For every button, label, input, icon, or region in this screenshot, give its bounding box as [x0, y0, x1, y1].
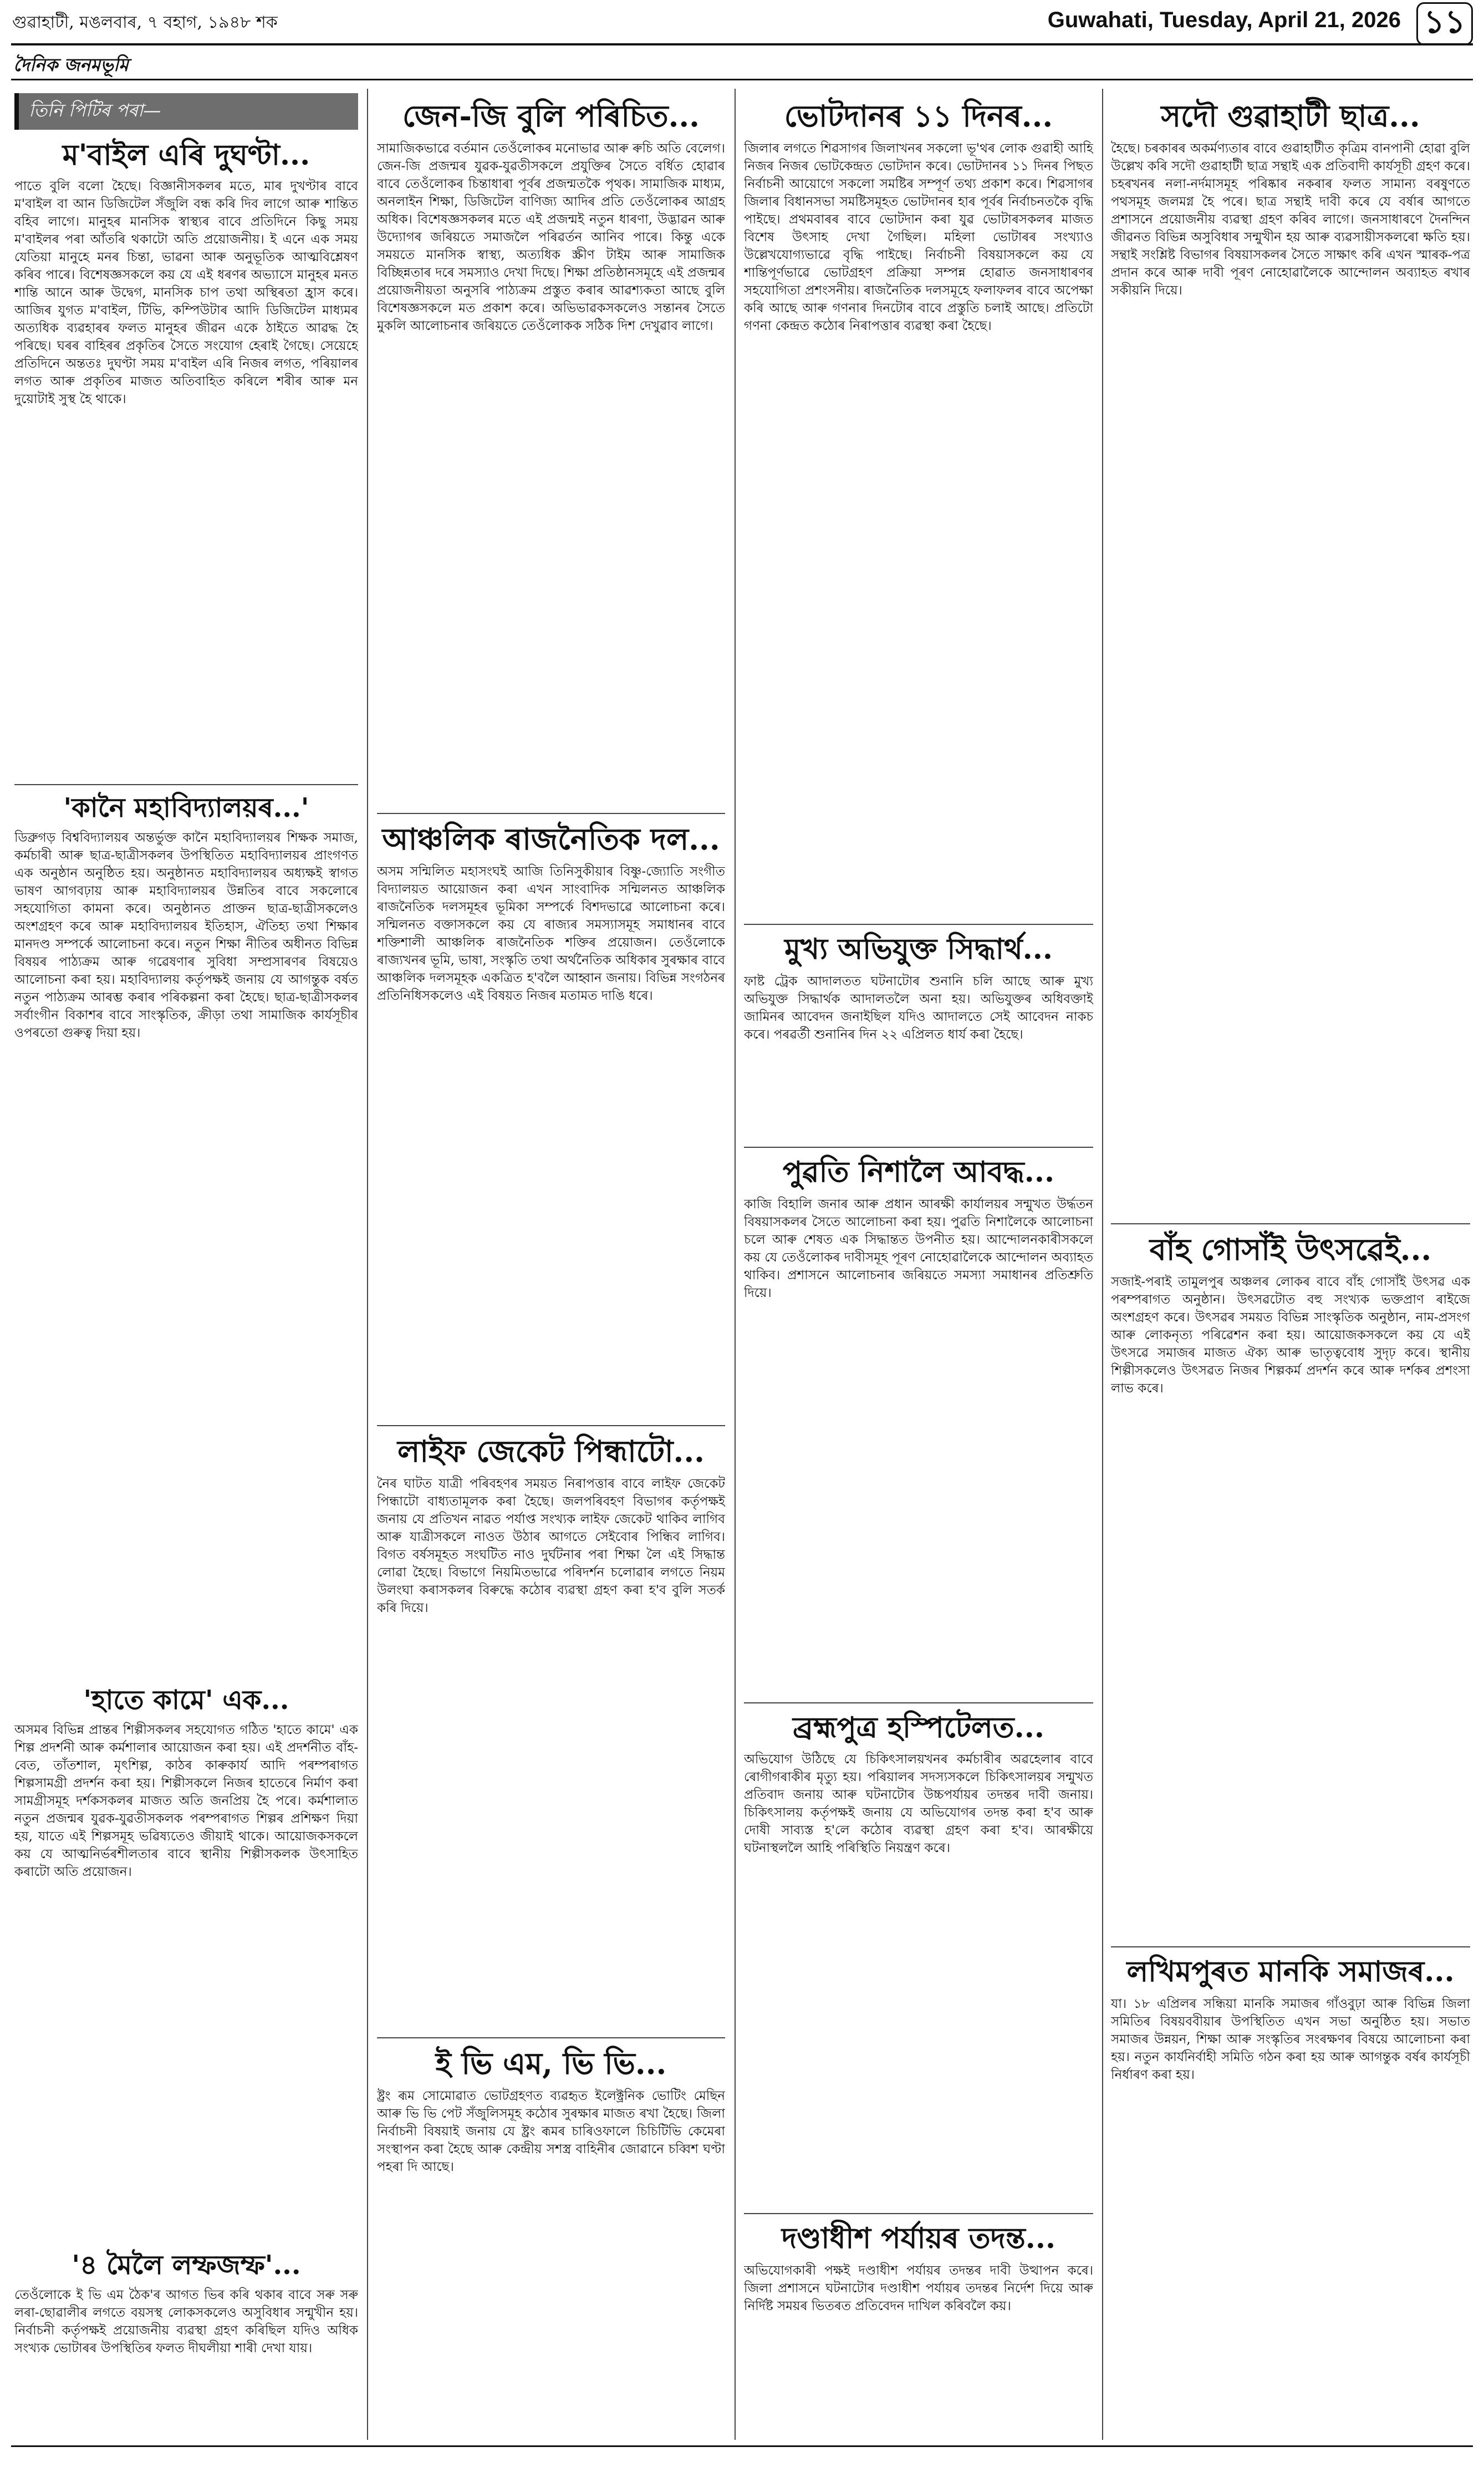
article-body: ফাষ্ট ট্ৰেক আদালতত ঘটনাটোৰ শুনানি চলি আছে আৰু মুখ্য অভিযুক্ত সিদ্ধাৰ্থক আদালতলৈ অনা হয়। অভিযুক্তৰ অধিবক্তাই জামিনৰ আবেদন জনাইছিল যদিও আদালতে সেই আবেদন নাকচ কৰে। পৰৱৰ্তী শুনানিৰ দিন ২২ এপ্ৰিলত ধাৰ্য কৰা হৈছে।: [744, 974, 1093, 1042]
header-rule-lower: [11, 79, 1473, 80]
article-body: ডিব্ৰুগড় বিশ্ববিদ্যালয়ৰ অন্তৰ্ভুক্ত কানৈ মহাবিদ্যালয়ৰ শিক্ষক সমাজ, কৰ্মচাৰী আৰু ছাত্ৰ-ছাত্ৰীসকলৰ উপস্থিতিত মহাবিদ্যালয়ৰ প্ৰাংগণত এক অনুষ্ঠান অনুষ্ঠিত হয়। অনুষ্ঠানত মহাবিদ্যালয়ৰ অধ্যক্ষই স্বাগত ভাষণ আগবঢ়ায় আৰু মহাবিদ্যালয়ৰ উন্নতিৰ বাবে সকলোৰে সহযোগিতা কামনা কৰে। অনুষ্ঠানত প্ৰাক্তন ছাত্ৰ-ছাত্ৰীসকলেও অংশগ্ৰহণ কৰে আৰু মহাবিদ্যালয়ৰ ইতিহাস, ঐতিহ্য তথা শিক্ষাৰ মানদণ্ড সম্পৰ্কে আলোচনা কৰে। নতুন শিক্ষা নীতিৰ অধীনত বিভিন্ন বিষয়ৰ পাঠ্যক্ৰম আৰু গৱেষণাৰ সুবিধা সম্প্ৰসাৰণৰ বিষয়েও আলোচনা কৰা হয়। মহাবিদ্যালয় কৰ্তৃপক্ষই জনায় যে আগন্তুক বৰ্ষত নতুন পাঠ্যক্ৰম আৰম্ভ কৰাৰ পৰিকল্পনা কৰা হৈছে। ছাত্ৰ-ছাত্ৰীসকলৰ সৰ্বাংগীন বিকাশৰ বাবে সাংস্কৃতিক, ক্ৰীড়া তথা সামাজিক কাৰ্যসূচীৰ ওপৰতো গুৰুত্ব দিয়া হয়।: [14, 830, 358, 1040]
article-body: জিলাৰ লগতে শিৱসাগৰ জিলাখনৰ সকলো ভূ'থৰ লোক গুৱাহী আহি নিজৰ নিজৰ ভোটকেন্দ্ৰত ভোটদান কৰে। ভোটদানৰ ১১ দিনৰ পিছত নিৰ্বাচনী আয়োগে সকলো সমষ্টিৰ সম্পূৰ্ণ তথ্য প্ৰকাশ কৰে। শিৱসাগৰ জিলাৰ বিধানসভা সমষ্টিসমূহত ভোটদানৰ হাৰ পূৰ্বৰ নিৰ্বাচনতকৈ বৃদ্ধি পাইছে। প্ৰথমবাৰৰ বাবে ভোটদান কৰা যুৱ ভোটাৰসকলৰ মাজত বিশেষ উৎসাহ দেখা গৈছিল। মহিলা ভোটাৰৰ সংখ্যাও উল্লেখযোগ্যভাৱে বৃদ্ধি পাইছে। নিৰ্বাচনী বিষয়াসকলে কয় যে শান্তিপূৰ্ণভাৱে ভোটগ্ৰহণ প্ৰক্ৰিয়া সম্পন্ন হোৱাত জনসাধাৰণৰ সহযোগিতা প্ৰশংসনীয়। ৰাজনৈতিক দলসমূহে ফলাফলৰ বাবে অপেক্ষা কৰি আছে আৰু গণনাৰ দিনটোৰ বাবে প্ৰস্তুতি চলাই আছে। প্ৰতিটো গণনা কেন্দ্ৰত কঠোৰ নিৰাপত্তাৰ ব্যৱস্থা কৰা হৈছে।: [744, 141, 1093, 334]
article-body: অসমৰ বিভিন্ন প্ৰান্তৰ শিল্পীসকলৰ সহযোগত গঠিত 'হাতে কামে' এক শিল্প প্ৰদৰ্শনী আৰু কৰ্মশালাৰ আয়োজন কৰা হয়। এই প্ৰদৰ্শনীত বাঁহ-বেত, তাঁতশাল, মৃৎশিল্প, কাঠৰ কাৰুকাৰ্য আদি পৰম্পৰাগত শিল্পসামগ্ৰী প্ৰদৰ্শন কৰা হয়। শিল্পীসকলে নিজৰ হাতেৰে নিৰ্মাণ কৰা সামগ্ৰীসমূহ দৰ্শকসকলৰ মাজত অতি জনপ্ৰিয় হৈ পৰে। কৰ্মশালাত নতুন প্ৰজন্মৰ যুৱক-যুৱতীসকলক পৰম্পৰাগত শিল্পৰ প্ৰশিক্ষণ দিয়া হয়, যাতে এই শিল্পসমূহ ভৱিষ্যতেও জীয়াই থাকে। আয়োজকসকলে কয় যে আত্মনিৰ্ভৰশীলতাৰ বাবে স্থানীয় শিল্পীসকলক উৎসাহিত কৰাটো অতি প্ৰয়োজন।: [14, 1723, 358, 1880]
page-number: ১১: [1416, 2, 1473, 45]
article-body: অভিযোগ উঠিছে যে চিকিৎসালয়খনৰ কৰ্মচাৰীৰ অৱহেলাৰ বাবে ৰোগীগৰাকীৰ মৃত্যু হয়। পৰিয়ালৰ সদস্যসকলে চিকিৎসালয়ৰ সন্মুখত প্ৰতিবাদ জনায় আৰু ঘটনাটোৰ উচ্চপৰ্যায়ৰ তদন্তৰ দাবী জনায়। চিকিৎসালয় কৰ্তৃপক্ষই জনায় যে অভিযোগৰ তদন্ত কৰা হ'ব আৰু দোষী সাব্যস্ত হ'লে কঠোৰ ব্যৱস্থা গ্ৰহণ কৰা হ'ব। আৰক্ষীয়ে ঘটনাস্থললৈ আহি পৰিস্থিতি নিয়ন্ত্ৰণ কৰে।: [744, 1752, 1093, 1856]
headline: ম'বাইল এৰি দুঘণ্টা...: [62, 138, 310, 172]
headline: লাইফ জেকেট পিন্ধাটো...: [397, 1433, 705, 1469]
article-body: যা। ১৮ এপ্ৰিলৰ সন্ধিয়া মানকি সমাজৰ গাঁওবুঢ়া আৰু বিভিন্ন জিলা সমিতিৰ বিষয়ববীয়াৰ উপস্থিতিত এখন সভা অনুষ্ঠিত হয়। সভাত সমাজৰ উন্নয়ন, শিক্ষা আৰু সংস্কৃতিৰ সংৰক্ষণৰ বিষয়ে আলোচনা কৰা হয়। নতুন কাৰ্যনিৰ্বাহী সমিতি গঠন কৰা হয় আৰু আগন্তুক বৰ্ষৰ কাৰ্যসূচী নিৰ্ধাৰণ কৰা হয়।: [1111, 1996, 1470, 2082]
headline: ভোটদানৰ ১১ দিনৰ...: [784, 98, 1053, 134]
headline: দণ্ডাধীশ পৰ্যায়ৰ তদন্ত...: [781, 2221, 1056, 2256]
article-body: অসম সন্মিলিত মহাসংঘই আজি তিনিসুকীয়াৰ বিষ্ণু-জ্যোতি সংগীত বিদ্যালয়ত আয়োজন কৰা এখন সাংবাদিক সন্মিলনত আঞ্চলিক ৰাজনৈতিক দলসমূহৰ ভূমিকা সম্পৰ্কে বিশদভাৱে আলোচনা কৰে। সন্মিলনত বক্তাসকলে কয় যে ৰাজ্যৰ সমস্যাসমূহ সমাধানৰ বাবে শক্তিশালী আঞ্চলিক ৰাজনৈতিক শক্তিৰ প্ৰয়োজন। তেওঁলোকে ৰাজ্যখনৰ ভূমি, ভাষা, সংস্কৃতি তথা অৰ্থনৈতিক অধিকাৰ সুৰক্ষাৰ বাবে আঞ্চলিক দলসমূহক একত্ৰিত হ'বলৈ আহ্বান জনায়। বিভিন্ন সংগঠনৰ প্ৰতিনিধিসকলেও এই বিষয়ত নিজৰ মতামত দাঙি ধৰে।: [377, 864, 725, 1004]
article-body: নৈৰ ঘাটত যাত্ৰী পৰিবহণৰ সময়ত নিৰাপত্তাৰ বাবে লাইফ জেকেট পিন্ধাটো বাধ্যতামূলক কৰা হৈছে। জলপৰিবহণ বিভাগৰ কৰ্তৃপক্ষই জনায় যে প্ৰতিখন নাৱত পৰ্যাপ্ত সংখ্যক লাইফ জেকেট থাকিব লাগিব আৰু যাত্ৰীসকলে নাওত উঠাৰ আগতে সেইবোৰ পিন্ধিব লাগিব। বিগত বৰ্ষসমূহত সংঘটিত নাও দুৰ্ঘটনাৰ পৰা শিক্ষা লৈ এই সিদ্ধান্ত লোৱা হৈছে। বিভাগে নিয়মিতভাৱে পৰিদৰ্শন চলোৱাৰ লগতে নিয়ম উলংঘা কৰাসকলৰ বিৰুদ্ধে কঠোৰ ব্যৱস্থা গ্ৰহণ কৰা হ'ব বুলি সতৰ্ক কৰি দিয়ে।: [377, 1477, 725, 1616]
article-bohag: [1111, 1232, 1470, 1939]
headline: মুখ্য অভিযুক্ত সিদ্ধাৰ্থ...: [784, 932, 1053, 967]
column-divider: [1102, 89, 1103, 2440]
article-divider: [744, 2213, 1093, 2214]
article-vote-days: [744, 99, 1093, 916]
article-hospital: [744, 1711, 1093, 2206]
headline: লখিমপুৰত মানকি সমাজৰ...: [1126, 1955, 1455, 1989]
column-divider: [735, 89, 736, 2440]
newspaper-name: দৈনিক জনমভূমি: [13, 54, 129, 75]
article-genz: [377, 99, 725, 805]
article-lakhimpur: [1111, 1955, 1470, 2283]
article-body: সামাজিকভাৱে বৰ্তমান তেওঁলোকৰ মনোভাৱ আৰু ৰুচি অতি বেলেগ। জেন-জি প্ৰজন্মৰ যুৱক-যুৱতীসকলে প্ৰযুক্তিৰ সৈতে বৰ্ধিত হোৱাৰ বাবে তেওঁলোকৰ চিন্তাধাৰা পূৰ্বৰ প্ৰজন্মতকৈ পৃথক। সামাজিক মাধ্যম, অনলাইন শিক্ষা, ডিজিটেল বাণিজ্য আদিৰ প্ৰতি তেওঁলোকৰ আগ্ৰহ অধিক। বিশেষজ্ঞসকলৰ মতে এই প্ৰজন্মই নতুন ধাৰণা, উদ্ভাৱন আৰু উদ্যোগৰ জৰিয়তে সমাজলৈ পৰিৱৰ্তন আনিব পাৰে। কিন্তু একে সময়তে মানসিক স্বাস্থ্য, অত্যধিক স্ক্ৰীণ টাইম আৰু সামাজিক বিচ্ছিন্নতাৰ দৰে সমস্যাও দেখা দিছে। শিক্ষা প্ৰতিষ্ঠানসমূহে এই প্ৰজন্মৰ প্ৰয়োজনীয়তা অনুসৰি পাঠ্যক্ৰম প্ৰস্তুত কৰাৰ আৱশ্যকতা আছে বুলি বিশেষজ্ঞসকলে মত প্ৰকাশ কৰে। অভিভাৱকসকলেও সন্তানৰ সৈতে মুকলি আলোচনাৰ জৰিয়তে তেওঁলোকক সঠিক দিশ দেখুৱাব লাগে।: [377, 141, 725, 334]
headline: জেন-জি বুলি পৰিচিত...: [402, 98, 700, 134]
article-magistrate: [744, 2222, 1093, 2406]
article-evm: [377, 2046, 725, 2398]
article-body: কাজি বিহালি জনাৰ আৰু প্ৰধান আৰক্ষী কাৰ্যালয়ৰ সন্মুখত উৰ্দ্ধতন বিষয়াসকলৰ সৈতে আলোচনা কৰা হয়। পুৱতি নিশালৈকে আলোচনা চলে আৰু শেষত এক সিদ্ধান্তত উপনীত হয়। আন্দোলনকাৰীসকলে কয় যে তেওঁলোকৰ দাবীসমূহ পূৰণ নোহোৱালৈকে আন্দোলন অব্যাহত থাকিব। প্ৰশাসনে আলোচনাৰ জৰিয়তে সমস্যা সমাধানৰ প্ৰতিশ্ৰুতি দিয়ে।: [744, 1197, 1093, 1300]
headline: ব্ৰহ্মপুত্ৰ হস্পিটেলত...: [793, 1710, 1044, 1744]
headline: 'কানৈ মহাবিদ্যালয়ৰ...': [63, 792, 309, 823]
article-divider: [744, 924, 1093, 925]
article-divider: [377, 2037, 725, 2038]
header-rule: [11, 43, 1473, 45]
article-divider: [377, 1425, 725, 1426]
article-lifejacket: [377, 1434, 725, 2029]
footer-rule: [11, 2445, 1473, 2447]
article-body: অভিযোগকাৰী পক্ষই দণ্ডাধীশ পৰ্যায়ৰ তদন্তৰ দাবী উত্থাপন কৰে। জিলা প্ৰশাসনে ঘটনাটোৰ দণ্ডাধীশ পৰ্যায়ৰ তদন্তৰ নিৰ্দেশ দিয়ে আৰু নিৰ্দিষ্ট সময়ৰ ভিতৰত প্ৰতিবেদন দাখিল কৰিবলৈ কয়।: [744, 2263, 1093, 2314]
headline: আঞ্চলিক ৰাজনৈতিক দল...: [382, 821, 720, 857]
headline: পুৱতি নিশালৈ আবদ্ধ...: [782, 1154, 1055, 1189]
headline: সদৌ গুৱাহাটী ছাত্ৰ...: [1161, 98, 1420, 134]
article-body: ষ্ট্ৰং ৰূম সোমোৱাত ভোটগ্ৰহণত ব্যৱহৃত ইলেক্ট্ৰনিক ভোটিং মেছিন আৰু ভি ভি পেট সঁজুলিসমূহ কঠোৰ সুৰক্ষাৰ মাজত ৰখা হৈছে। জিলা নিৰ্বাচনী বিষয়াই জনায় যে ষ্ট্ৰং ৰূমৰ চাৰিওফালে চিচিটিভি কেমেৰা সংস্থাপন কৰা হৈছে আৰু কেন্দ্ৰীয় সশস্ত্ৰ বাহিনীৰ জোৱানে চব্বিশ ঘণ্টা পহৰা দি আছে।: [377, 2089, 725, 2175]
column-1: [14, 93, 358, 2439]
article-mobile: [14, 139, 358, 776]
article-divider: [1111, 1223, 1470, 1224]
article-divider: [744, 1702, 1093, 1703]
article-body: সজাই-পৰাই তামুলপুৰ অঞ্চলৰ লোকৰ বাবে বাঁহ গোসাঁই উৎসৱ এক পৰম্পৰাগত অনুষ্ঠান। উৎসৱটোত বহু সংখ্যক ভক্তপ্ৰাণ ৰাইজে অংশগ্ৰহণ কৰে। উৎসৱৰ সময়ত বিভিন্ন সাংস্কৃতিক অনুষ্ঠান, নাম-প্ৰসংগ আৰু লোকনৃত্য পৰিৱেশন কৰা হয়। আয়োজকসকলে কয় যে এই উৎসৱে সমাজৰ মাজত ঐক্য আৰু ভাতৃত্ববোধ সুদৃঢ় কৰে। স্থানীয় শিল্পীসকলেও উৎসৱত নিজৰ শিল্পকৰ্ম প্ৰদৰ্শন কৰে আৰু দৰ্শকৰ প্ৰশংসা লাভ কৰে।: [1111, 1275, 1470, 1396]
article-divider: [14, 784, 358, 785]
section-label: তিনি পিটিৰ পৰা—: [14, 93, 358, 130]
headline: বাঁহ গোসাঁই উৎসৱেই...: [1149, 1232, 1432, 1268]
column-divider: [367, 89, 368, 2440]
article-college: [14, 793, 358, 1677]
article-students: [1111, 99, 1470, 1215]
article-regional: [377, 822, 725, 1417]
issue-date-assamese: গুৱাহাটী, মঙলবাৰ, ৭ বহাগ, ১৯৪৮ শক: [12, 13, 278, 32]
headline: '৪ মৈলৈ লম্ফজম্ফ'...: [72, 2250, 301, 2281]
article-body: পাতে বুলি বলো হৈছে। বিজ্ঞানীসকলৰ মতে, মাৰ দুখণ্টাৰ বাবে ম'বাইল বা আন ডিজিটেল সঁজুলি বন্ধ কৰি দিব লাগে আৰু শান্তিত বহিব লাগে। মানুহৰ মানসিক স্বাস্থ্যৰ বাবে প্ৰতিদিনে কিছু সময় ম'বাইলৰ পৰা আঁতৰি থকাটো অতি প্ৰয়োজনীয়। ই এনে এক সময় যেতিয়া মানুহে মনৰ চিন্তা, ভাৱনা আৰু অনুভূতিক আত্মবিশ্লেষণ কৰিব পাৰে। বিশেষজ্ঞসকলে কয় যে এই ধৰণৰ অভ্যাসে মানুহৰ মনত শান্তি আনে আৰু উদ্বেগ, মানসিক চাপ তথা অস্থিৰতা হ্ৰাস কৰে। আজিৰ যুগত ম'বাইল, টিভি, কম্পিউটাৰ আদি ডিজিটেল মাধ্যমৰ অত্যধিক ব্যৱহাৰৰ ফলত মানুহৰ জীৱন একে ঠাইতে আৱদ্ধ হৈ পৰিছে। ঘৰৰ বাহিৰৰ প্ৰকৃতিৰ সৈতে সংযোগ হেৰাই গৈছে। সেয়েহে প্ৰতিদিনে অন্ততঃ দুঘণ্টা সময় ম'বাইল এৰি নিজৰ লগত, পৰিয়ালৰ লগত আৰু প্ৰকৃতিৰ মাজত অতিবাহিত কৰিলে শৰীৰ আৰু মন দুয়োটাই সুস্থ হৈ থাকে।: [14, 179, 358, 406]
article-body: তেওঁলোকে ই ভি এম ঠৈক'ৰ আগত ভিৰ কৰি থকাৰ বাবে সৰু সৰু লৰা-ছোৱালীৰ লগতে বয়সস্থ লোকসকলেও অসুবিধাৰ সন্মুখীন হয়। নিৰ্বাচনী কৰ্তৃপক্ষই প্ৰয়োজনীয় ব্যৱস্থা গ্ৰহণ কৰিছিল যদিও অধিক সংখ্যক ভোটাৰৰ উপস্থিতিৰ ফলত দীঘলীয়া শাৰী দেখা যায়।: [14, 2288, 358, 2356]
article-divider: [1111, 1946, 1470, 1947]
article-four-mile: [14, 2250, 358, 2408]
article-divider: [377, 813, 725, 814]
column-4: [1111, 93, 1470, 2439]
article-body: হৈছে। চৰকাৰৰ অকৰ্মণ্যতাৰ বাবে গুৱাহাটীত কৃত্ৰিম বানপানী হোৱা বুলি উল্লেখ কৰি সদৌ গুৱাহাটী ছাত্ৰ সন্থাই এক প্ৰতিবাদী কাৰ্যসূচী গ্ৰহণ কৰে। চহৰখনৰ নলা-নৰ্দমাসমূহ পৰিষ্কাৰ নকৰাৰ ফলত সামান্য বৰষুণতে পথসমূহ জলমগ্ন হৈ পৰে। ছাত্ৰ সন্থাই দাবী কৰে যে বৰ্ষাৰ আগতে প্ৰশাসনে প্ৰয়োজনীয় ব্যৱস্থা গ্ৰহণ কৰিব লাগে। জনসাধাৰণে দৈনন্দিন জীৱনত বিভিন্ন অসুবিধাৰ সন্মুখীন হয় আৰু ব্যৱসায়ীসকলৰো ক্ষতি হয়। সন্থাই সংশ্লিষ্ট বিভাগৰ বিষয়াসকলৰ সৈতে সাক্ষাৎ কৰি এখন স্মাৰক-পত্ৰ প্ৰদান কৰে আৰু দাবী পূৰণ নোহোৱালৈকে আন্দোলন অব্যাহত ৰখাৰ সকীয়নি দিয়ে।: [1111, 141, 1470, 298]
headline: ই ভি এম, ভি ভি...: [435, 2046, 667, 2082]
column-2: [377, 93, 725, 2439]
article-bright: [744, 1156, 1093, 1695]
headline: 'হাতে কামে' এক...: [83, 1684, 289, 1716]
column-3: [744, 93, 1093, 2439]
article-divider: [744, 1147, 1093, 1148]
article-accused: [744, 933, 1093, 1139]
article-hand-work: [14, 1685, 358, 2242]
issue-date-english: Guwahati, Tuesday, April 21, 2026: [1047, 8, 1401, 32]
